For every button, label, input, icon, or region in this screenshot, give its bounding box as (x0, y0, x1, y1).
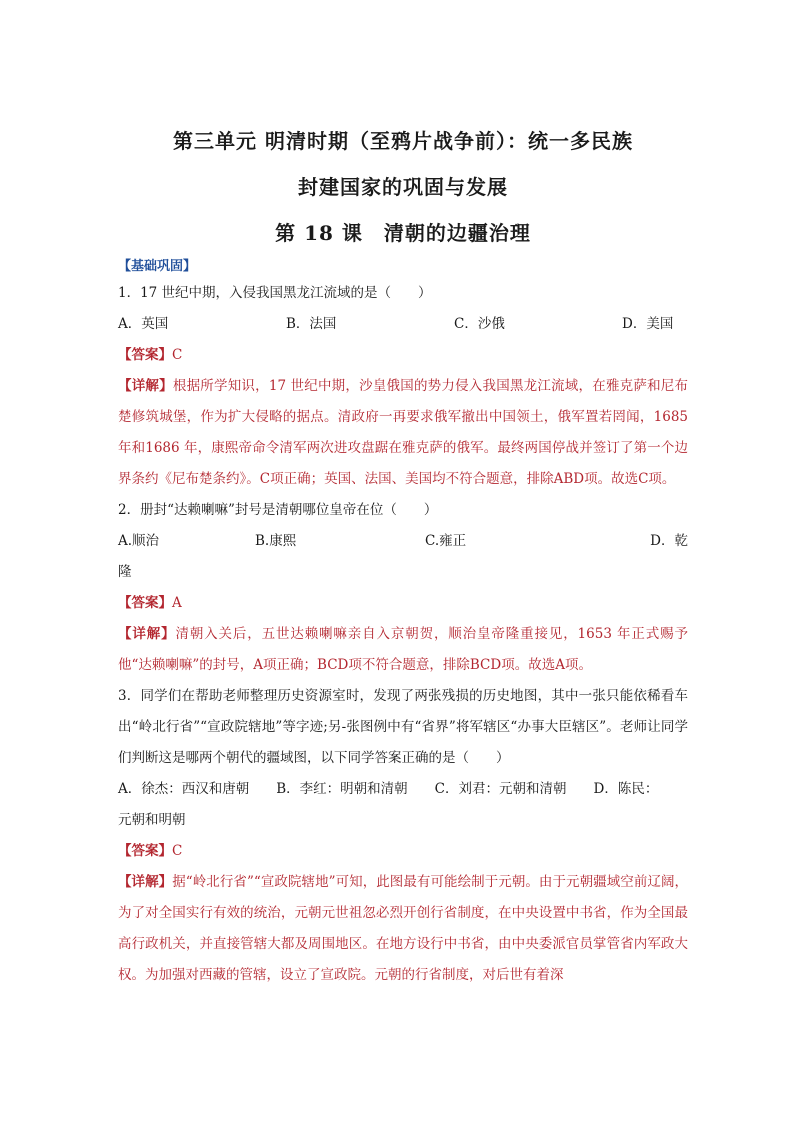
detail-paragraph (118, 371, 688, 495)
question-options (118, 526, 688, 557)
question-2 (118, 495, 688, 681)
unit-title-line2: 封建国家的巩固与发展 (298, 175, 508, 199)
question-1 (118, 278, 688, 495)
option-c: C．沙俄 (454, 316, 505, 332)
question-3 (118, 681, 688, 991)
question-options (118, 309, 688, 340)
answer-tag: 【答案】 (118, 595, 172, 611)
option-wrap: 元朝和明朝 (118, 812, 186, 828)
question-stem: 1．17 世纪中期，入侵我国黑龙江流域的是（ ） (118, 285, 432, 301)
question-options: A．徐杰：西汉和唐朝 B．李红：明朝和清朝 C．刘君：元朝和清朝 D．陈民： (118, 781, 659, 797)
document-page (118, 118, 688, 991)
option-d: D．美国 (622, 316, 674, 332)
question-stem: 3．同学们在帮助老师整理历史资源室时，发现了两张残损的历史地图，其中一张只能依稀看车出“岭北行省”“宣政院辖地”等字迹;另-张图例中有“省界”将军辖区“办事大臣辖区”。老师让同学们判断这是哪两个朝代的疆域图，以下同学答案正确的是（ ） (118, 688, 688, 766)
option-d: D．乾 (650, 533, 688, 549)
answer-line (118, 340, 688, 371)
detail-paragraph (118, 619, 688, 681)
option-a: A．英国 (118, 316, 169, 332)
option-c: C.雍正 (425, 533, 467, 549)
option-b: B.康熙 (255, 533, 297, 549)
option-a: A.顺治 (118, 533, 160, 549)
detail-paragraph (118, 867, 688, 991)
detail-text: 根据所学知识，17 世纪中期，沙皇俄国的势力侵入我国黑龙江流域，在雅克萨和尼布楚修筑城堡，作为扩大侵略的据点。清政府一再要求俄军撤出中国领土，俄军置若罔闻，1685 年和1686 年，康熙帝命令清军两次进攻盘踞在雅克萨的俄军。最终两国停战并签订了第一个边界条约《尼布楚条约》。C项正确；英国、法国、美国均不符合题意，排除ABD项。故选C项。 (118, 378, 689, 487)
question-stem: 2．册封“达赖喇嘛”封号是清朝哪位皇帝在位（ ） (118, 502, 438, 518)
detail-tag: 【详解】 (118, 874, 173, 890)
lesson-title: 第 18 课 清朝的边疆治理 (275, 221, 531, 245)
answer-value: A (172, 595, 182, 611)
answer-tag: 【答案】 (118, 843, 172, 859)
unit-title-line1: 第三单元 明清时期（至鸦片战争前）：统一多民族 (173, 129, 633, 153)
answer-value: C (172, 843, 183, 859)
detail-tag: 【详解】 (118, 626, 176, 642)
answer-value: C (172, 347, 183, 363)
detail-text: 清朝入关后，五世达赖喇嘛亲自入京朝贺，顺治皇帝隆重接见，1653 年正式赐予他“达赖喇嘛”的封号，A项正确；BCD项不符合题意，排除BCD项。故选A项。 (118, 626, 689, 673)
answer-tag: 【答案】 (118, 347, 172, 363)
option-b: B．法国 (286, 316, 337, 332)
answer-line (118, 836, 688, 867)
answer-line (118, 588, 688, 619)
section-label: 【基础巩固】 (118, 259, 197, 274)
option-wrap: 隆 (118, 564, 132, 580)
detail-tag: 【详解】 (118, 378, 173, 394)
detail-text: 据“岭北行省”“宣政院辖地”可知，此图最有可能绘制于元朝。由于元朝疆域空前辽阔，为了对全国实行有效的统治，元朝元世祖忽必烈开创行省制度，在中央设置中书省，作为全国最高行政机关，并直接管辖大都及周围地区。在地方设行中书省，由中央委派官员掌管省内军政大权。为加强对西藏的管辖，设立了宣政院。元朝的行省制度，对后世有着深 (118, 874, 689, 983)
